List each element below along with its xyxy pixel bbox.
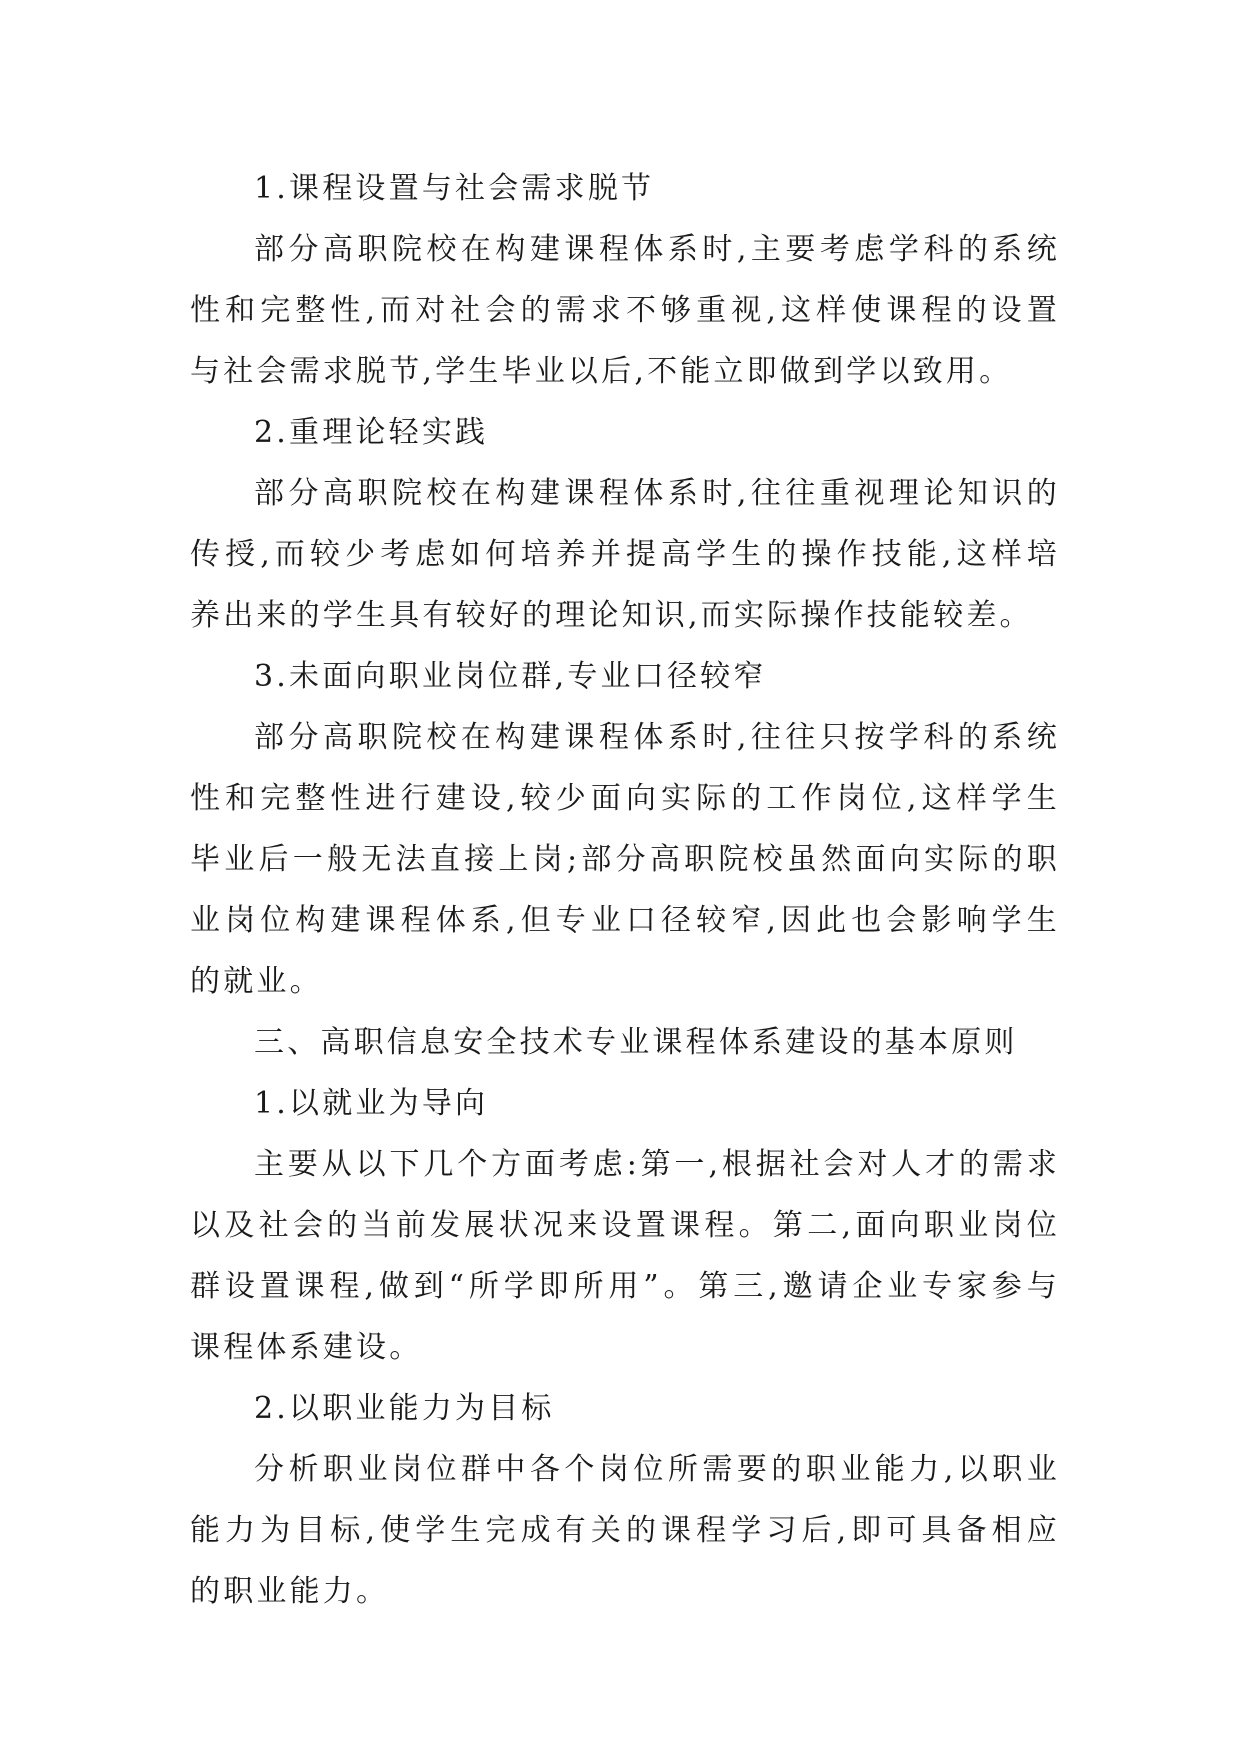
paragraph-line: 性和完整性,而对社会的需求不够重视,这样使课程的设置 (190, 293, 1060, 328)
paragraph-line: 部分高职院校在构建课程体系时,往往只按学科的系统 (254, 720, 1060, 755)
paragraph-line: 能力为目标,使学生完成有关的课程学习后,即可具备相应 (190, 1513, 1060, 1548)
paragraph (190, 463, 1060, 646)
paragraph-line: 主要从以下几个方面考虑:第一,根据社会对人才的需求 (254, 1147, 1060, 1182)
section-heading: 3.未面向职业岗位群,专业口径较窄 (254, 659, 767, 694)
paragraph (190, 1134, 1060, 1378)
paragraph-line: 部分高职院校在构建课程体系时,往往重视理论知识的 (254, 476, 1060, 511)
document-page (190, 158, 1060, 1622)
paragraph-line: 部分高职院校在构建课程体系时,主要考虑学科的系统 (254, 232, 1060, 267)
paragraph-line: 的就业。 (190, 964, 323, 999)
paragraph (190, 1439, 1060, 1622)
section-heading: 2.重理论轻实践 (254, 415, 489, 450)
paragraph-line: 传授,而较少考虑如何培养并提高学生的操作技能,这样培 (190, 537, 1060, 572)
paragraph-line: 以及社会的当前发展状况来设置课程。第二,面向职业岗位 (190, 1208, 1060, 1243)
paragraph-line: 业岗位构建课程体系,但专业口径较窄,因此也会影响学生 (190, 903, 1060, 938)
paragraph-line: 养出来的学生具有较好的理论知识,而实际操作技能较差。 (190, 598, 1033, 633)
paragraph-line: 分析职业岗位群中各个岗位所需要的职业能力,以职业 (254, 1452, 1060, 1487)
section-heading: 2.以职业能力为目标 (254, 1391, 555, 1426)
section-heading: 1.课程设置与社会需求脱节 (254, 171, 655, 206)
paragraph (190, 707, 1060, 1012)
paragraph (190, 219, 1060, 402)
paragraph-line: 毕业后一般无法直接上岗;部分高职院校虽然面向实际的职 (190, 842, 1060, 877)
section-heading: 1.以就业为导向 (254, 1086, 489, 1121)
paragraph-line: 课程体系建设。 (190, 1330, 423, 1365)
paragraph-line: 群设置课程,做到“所学即所用”。第三,邀请企业专家参与 (190, 1269, 1060, 1304)
paragraph-line: 性和完整性进行建设,较少面向实际的工作岗位,这样学生 (190, 781, 1060, 816)
paragraph-line: 与社会需求脱节,学生毕业以后,不能立即做到学以致用。 (190, 354, 1013, 389)
chapter-heading: 三、高职信息安全技术专业课程体系建设的基本原则 (254, 1025, 1018, 1060)
paragraph-line: 的职业能力。 (190, 1574, 390, 1609)
